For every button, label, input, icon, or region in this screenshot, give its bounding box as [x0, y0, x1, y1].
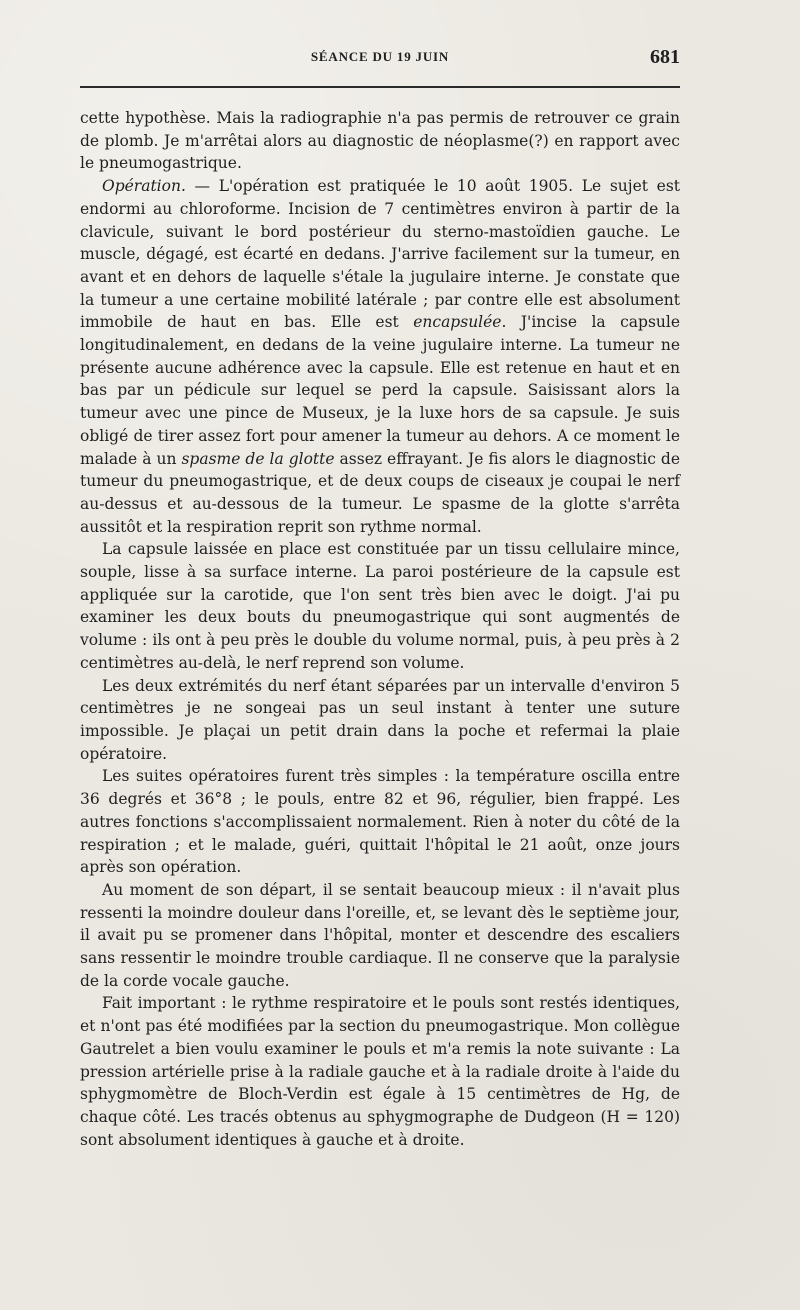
operation-text-part-3: assez effrayant. Je fis alors le diagnostic de tumeur du pneumogastrique, et de deux coups de ciseaux je coupai le nerf au-dessus et au-dessous de la tumeur. Le spasme de la glotte s'arrêta aussitôt et la respiration reprit son rythme normal. — [80, 449, 680, 536]
text-column — [80, 107, 680, 1151]
paragraph-6: Au moment de son départ, il se sentait beaucoup mieux : il n'avait plus ressenti la moindre douleur dans l'oreille, et, se levant dès le septième jour, il avait pu se promener dans l'hôpital, monter et descendre des escaliers sans ressentir le moindre trouble cardiaque. Il ne conserve que la paralysie de la corde vocale gauche. — [80, 880, 680, 990]
spasme-emphasis: spasme de la glotte — [181, 449, 335, 468]
operation-text-part-2: . J'incise la capsule longitudinalement, en dedans de la veine jugulaire interne. La tumeur ne présente aucune adhérence avec la capsule. Elle est retenue en haut et en bas par un pédicule sur lequel se perd la capsule. Saisissant alors la tumeur avec une pince de Museux, je la luxe hors de sa capsule. Je suis obligé de tirer assez fort pour amener la tumeur au dehors. A ce moment le malade à un — [80, 313, 681, 468]
page-header — [80, 48, 680, 76]
header-rule — [80, 86, 680, 88]
paragraph-1: cette hypothèse. Mais la radiographie n'a pas permis de retrouver ce grain de plomb. Je m'arrêtai alors au diagnostic de néoplasme(?) en rapport avec le pneumogastrique. — [80, 109, 680, 173]
encapsulee-emphasis: encapsulée — [413, 313, 502, 332]
paragraph-4: Les deux extrémités du nerf étant séparées par un intervalle d'environ 5 centimètres je ne songeai pas un seul instant à tenter une suture impossible. Je plaçai un petit drain dans la poche et refermai la plaie opératoire. — [80, 676, 680, 763]
paragraph-5: Les suites opératoires furent très simples : la température oscilla entre 36 degrés et 36°8 ; le pouls, entre 82 et 96, régulier, bien frappé. Les autres fonctions s'accomplissaient normalement. Rien à noter du côté de la respiration ; et le malade, guéri, quittait l'hôpital le 21 août, onze jours après son opération. — [80, 767, 680, 877]
running-head: SÉANCE DU 19 JUIN — [310, 49, 450, 64]
paragraph-3: La capsule laissée en place est constituée par un tissu cellulaire mince, souple, lisse à sa surface interne. La paroi postérieure de la capsule est appliquée sur la carotide, que l'on sent très bien avec le doigt. J'ai pu examiner les deux bouts du pneumogastrique qui sont augmentés de volume : ils ont à peu près le double du volume normal, puis, à peu près à 2 centimètres au-delà, le nerf reprend son volume. — [80, 540, 680, 672]
page-number: 681 — [650, 46, 680, 68]
paragraph-7: Fait important : le rythme respiratoire et le pouls sont restés identiques, et n'ont pas été modifiées par la section du pneumogastrique. Mon collègue Gautrelet a bien voulu examiner le pouls et m'a remis la note suivante : La pression artérielle prise à la radiale gauche et à la radiale droite à l'aide du sphygmomètre de Bloch-Verdin est égale à 15 centimètres de Hg, de chaque côté. Les tracés obtenus au sphygmographe de Dudgeon (H = 120) sont absolument identiques à gauche et à droite. — [80, 994, 680, 1149]
paragraph-operation — [80, 175, 680, 538]
operation-text-part-1: — L'opération est pratiquée le 10 août 1905. Le sujet est endormi au chloroforme. Incision de 7 centimètres environ à partir de la clavicule, suivant le bord postérieur du sterno-mastoïdien gauche. Le muscle, dégagé, est écarté en dedans. J'arrive facilement sur la tumeur, en avant et en dehors de laquelle s'étale la jugulaire interne. Je constate que la tumeur a une certaine mobilité latérale ; par contre elle est absolument immobile de haut en bas. Elle est — [80, 177, 680, 332]
operation-heading: Opération. — [102, 177, 186, 196]
